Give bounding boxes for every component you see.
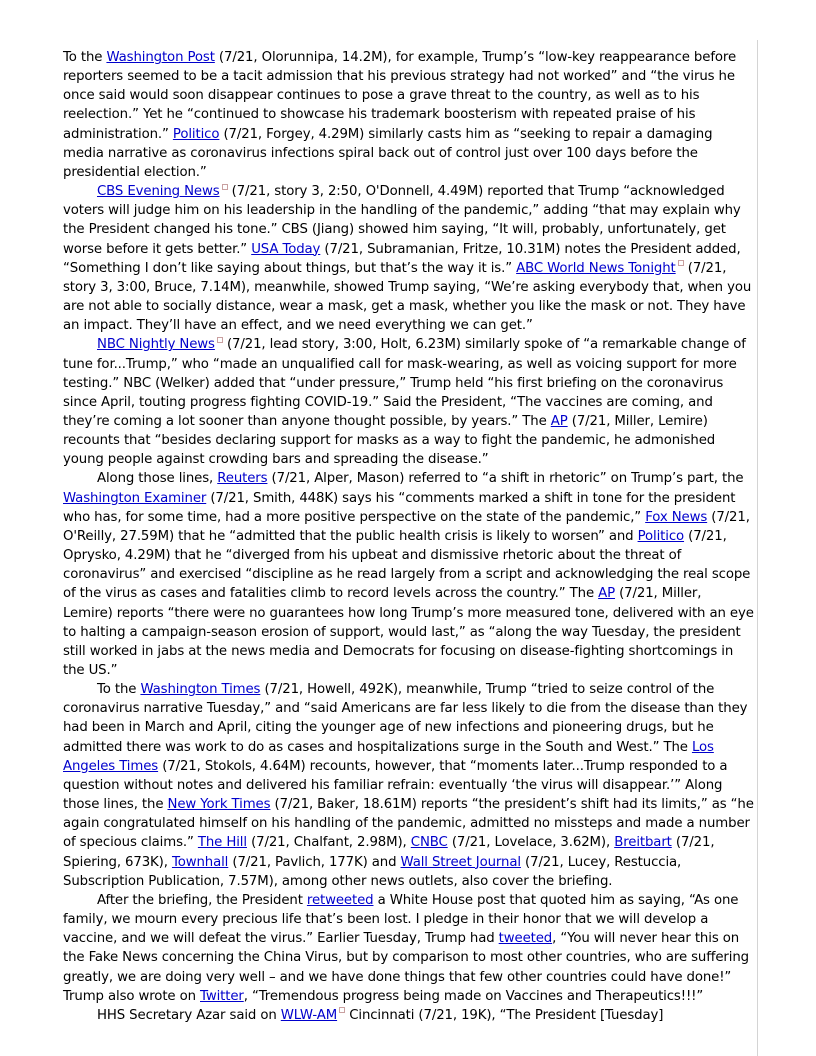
source-link[interactable]: Politico <box>172 126 220 142</box>
body-text: (7/21, Miller, Lemire) recounts that “besides declaring support for masks as a way to fight the pandemic, he admonished young people against crowding bars and spreading the disease.” <box>63 413 716 468</box>
source-link[interactable]: New York Times <box>167 797 271 813</box>
body-text: a White House post that quoted him as saying, “As one family, we mourn every precious life that’s been lost. I pledge in their honor that we will develop a vaccine, and we will defeat the virus.” Earlier Tuesday, Trump had <box>63 892 739 947</box>
source-link[interactable]: AP <box>598 586 615 602</box>
paragraph-1 <box>63 48 755 182</box>
body-text: (7/21, story 3, 2:50, O'Donnell, 4.49M) reported that Trump “acknowledged voters will judge him on his leadership in the handling of the pandemic,” adding “that may explain why the President changed his tone.” CBS (Jiang) showed him saying, “It will, probably, unfortunately, get worse before it gets better.” <box>63 184 741 257</box>
source-link[interactable]: Politico <box>637 528 685 544</box>
source-link[interactable]: CNBC <box>410 835 448 851</box>
source-link[interactable]: CBS Evening News <box>97 184 220 200</box>
body-text: (7/21, Oprysko, 4.29M) that he “diverged from his upbeat and dismissive rhetoric about the threat of coronavirus” and exercised “discipline as he read largely from a script and acknowledging the real scope of the virus as cases and fatalities climb to record levels across the country.” The <box>63 528 751 602</box>
paragraph-2 <box>63 182 755 335</box>
body-text: (7/21, Chalfant, 2.98M), <box>246 835 411 851</box>
body-text: (7/21, Howell, 492K), meanwhile, Trump “tried to seize control of the coronavirus narrative Tuesday,” and “said Americans are far less likely to die from the disease than they had been in March and April, citing the younger age of new infections and pioneering drugs, but he admitted there was work to do as cases and hospitalizations surge in the South and West.” The <box>63 682 748 755</box>
source-link[interactable]: NBC Nightly News <box>97 337 215 353</box>
source-link[interactable]: WLW-AM <box>280 1007 338 1023</box>
body-text: To the <box>97 682 141 698</box>
body-text: (7/21, O'Reilly, 27.59M) that he “admitted that the public health crisis is likely to worsen” and <box>63 509 750 544</box>
body-text: , “You will never hear this on the Fake News concerning the China Virus, but by comparison to most other countries, who are suffering greatly, we are doing very well – and we have done things that few other countries could have done!” Trump also wrote on <box>63 931 749 1004</box>
source-link[interactable]: Washington Post <box>106 50 215 65</box>
paragraph-5 <box>63 680 755 891</box>
source-link[interactable]: Washington Examiner <box>63 490 207 506</box>
source-link[interactable]: Twitter <box>200 988 244 1004</box>
body-text: (7/21, Smith, 448K) says his “comments marked a shift in tone for the president who has, for some time, had a more positive perspective on the state of the pandemic,” <box>63 490 736 525</box>
source-link[interactable]: Washington Times <box>140 682 261 698</box>
body-text: (7/21, Spiering, 673K), <box>63 835 715 870</box>
body-text: After the briefing, the President <box>97 892 307 908</box>
source-link[interactable]: Breitbart <box>614 835 672 851</box>
paragraph-4 <box>63 469 755 680</box>
source-link[interactable]: Los Angeles Times <box>63 739 714 774</box>
source-link[interactable]: Reuters <box>217 471 268 487</box>
body-text: (7/21, Subramanian, Fritze, 10.31M) notes the President added, “Something I don’t like saying about things, but that’s the way it is.” <box>63 241 741 276</box>
body-text: (7/21, Pavlich, 177K) and <box>228 854 401 870</box>
body-text: (7/21, Stokols, 4.64M) recounts, however, that “moments later...Trump responded to a question without notes and delivered his familiar refrain: eventually ‘the virus will disappear.’” Along those lines, the <box>63 758 728 813</box>
body-text: (7/21, Olorunnipa, 14.2M), for example, Trump’s “low-key reappearance before reporters seemed to be a tacit admission that his previous strategy had not worked” and “the virus he once said would soon disappear continues to pose a grave threat to the country, as well as to his reelection.” Yet he “continued to showcase his trademark boosterism with repeated praise of his administration.” <box>63 50 737 142</box>
source-link[interactable]: AP <box>550 413 568 429</box>
paragraph-6 <box>63 891 755 1006</box>
source-link[interactable]: Fox News <box>645 509 708 525</box>
body-text: (7/21, Lovelace, 3.62M), <box>447 835 615 851</box>
body-text: (7/21, Forgey, 4.29M) similarly casts him as “seeking to repair a damaging media narrative as coronavirus infections spiral back out of control just over 100 days before the presidential election.” <box>63 126 713 180</box>
article-body <box>63 48 755 1025</box>
source-link[interactable]: Wall Street Journal <box>400 854 521 870</box>
body-text: , “Tremendous progress being made on Vaccines and Therapeutics!!!” <box>243 988 704 1004</box>
paragraph-3 <box>63 335 755 469</box>
page-right-border <box>757 40 758 1056</box>
body-text: (7/21, Miller, Lemire) reports “there were no guarantees how long Trump’s more measured tone, delivered with an eye to halting a campaign-season erosion of support, would last,” as “along the way Tuesday, the president still worked in jabs at the news media and Democrats for focusing on disease-fighting shortcomings in the US.” <box>63 586 754 678</box>
body-text: (7/21, lead story, 3:00, Holt, 6.23M) similarly spoke of “a remarkable change of tune for...Trump,” who “made an unqualified call for mask-wearing, as well as voicing support for more testing.” NBC (Welker) added that “under pressure,” Trump held “his first briefing on the coronavirus since April, touting progress fighting COVID-19.” Said the President, “The vaccines are coming, and they’re coming a lot sooner than anyone thought possible, by years.” The <box>63 337 746 429</box>
body-text: (7/21, Lucey, Restuccia, Subscription Publication, 7.57M), among other news outlets, also cover the briefing. <box>63 854 682 889</box>
source-link[interactable]: ABC World News Tonight <box>516 260 676 276</box>
body-text: To the <box>63 50 107 65</box>
source-link[interactable]: retweeted <box>306 892 374 908</box>
body-text: HHS Secretary Azar said on <box>97 1007 281 1023</box>
body-text: (7/21, Baker, 18.61M) reports “the president’s shift had its limits,” as “he again congratulated himself on his handling of the pandemic, admitted no missteps and made a number of specious claims.” <box>63 797 754 851</box>
source-link[interactable]: tweeted <box>498 931 553 947</box>
source-link[interactable]: The Hill <box>197 835 247 851</box>
source-link[interactable]: USA Today <box>251 241 321 257</box>
paragraph-7 <box>63 1006 755 1025</box>
body-text: (7/21, Alper, Mason) referred to “a shift in rhetoric” on Trump’s part, the <box>267 471 744 487</box>
source-link[interactable]: Townhall <box>171 854 229 870</box>
body-text: (7/21, story 3, 3:00, Bruce, 7.14M), meanwhile, showed Trump saying, “We’re asking everybody that, when you are not able to socially distance, wear a mask, get a mask, whether you like the mask or not. They have an impact. They’ll have an effect, and we need everything we can get.” <box>63 260 752 334</box>
body-text: Cincinnati (7/21, 19K), “The President [Tuesday] <box>345 1007 664 1023</box>
body-text: Along those lines, <box>97 471 218 487</box>
